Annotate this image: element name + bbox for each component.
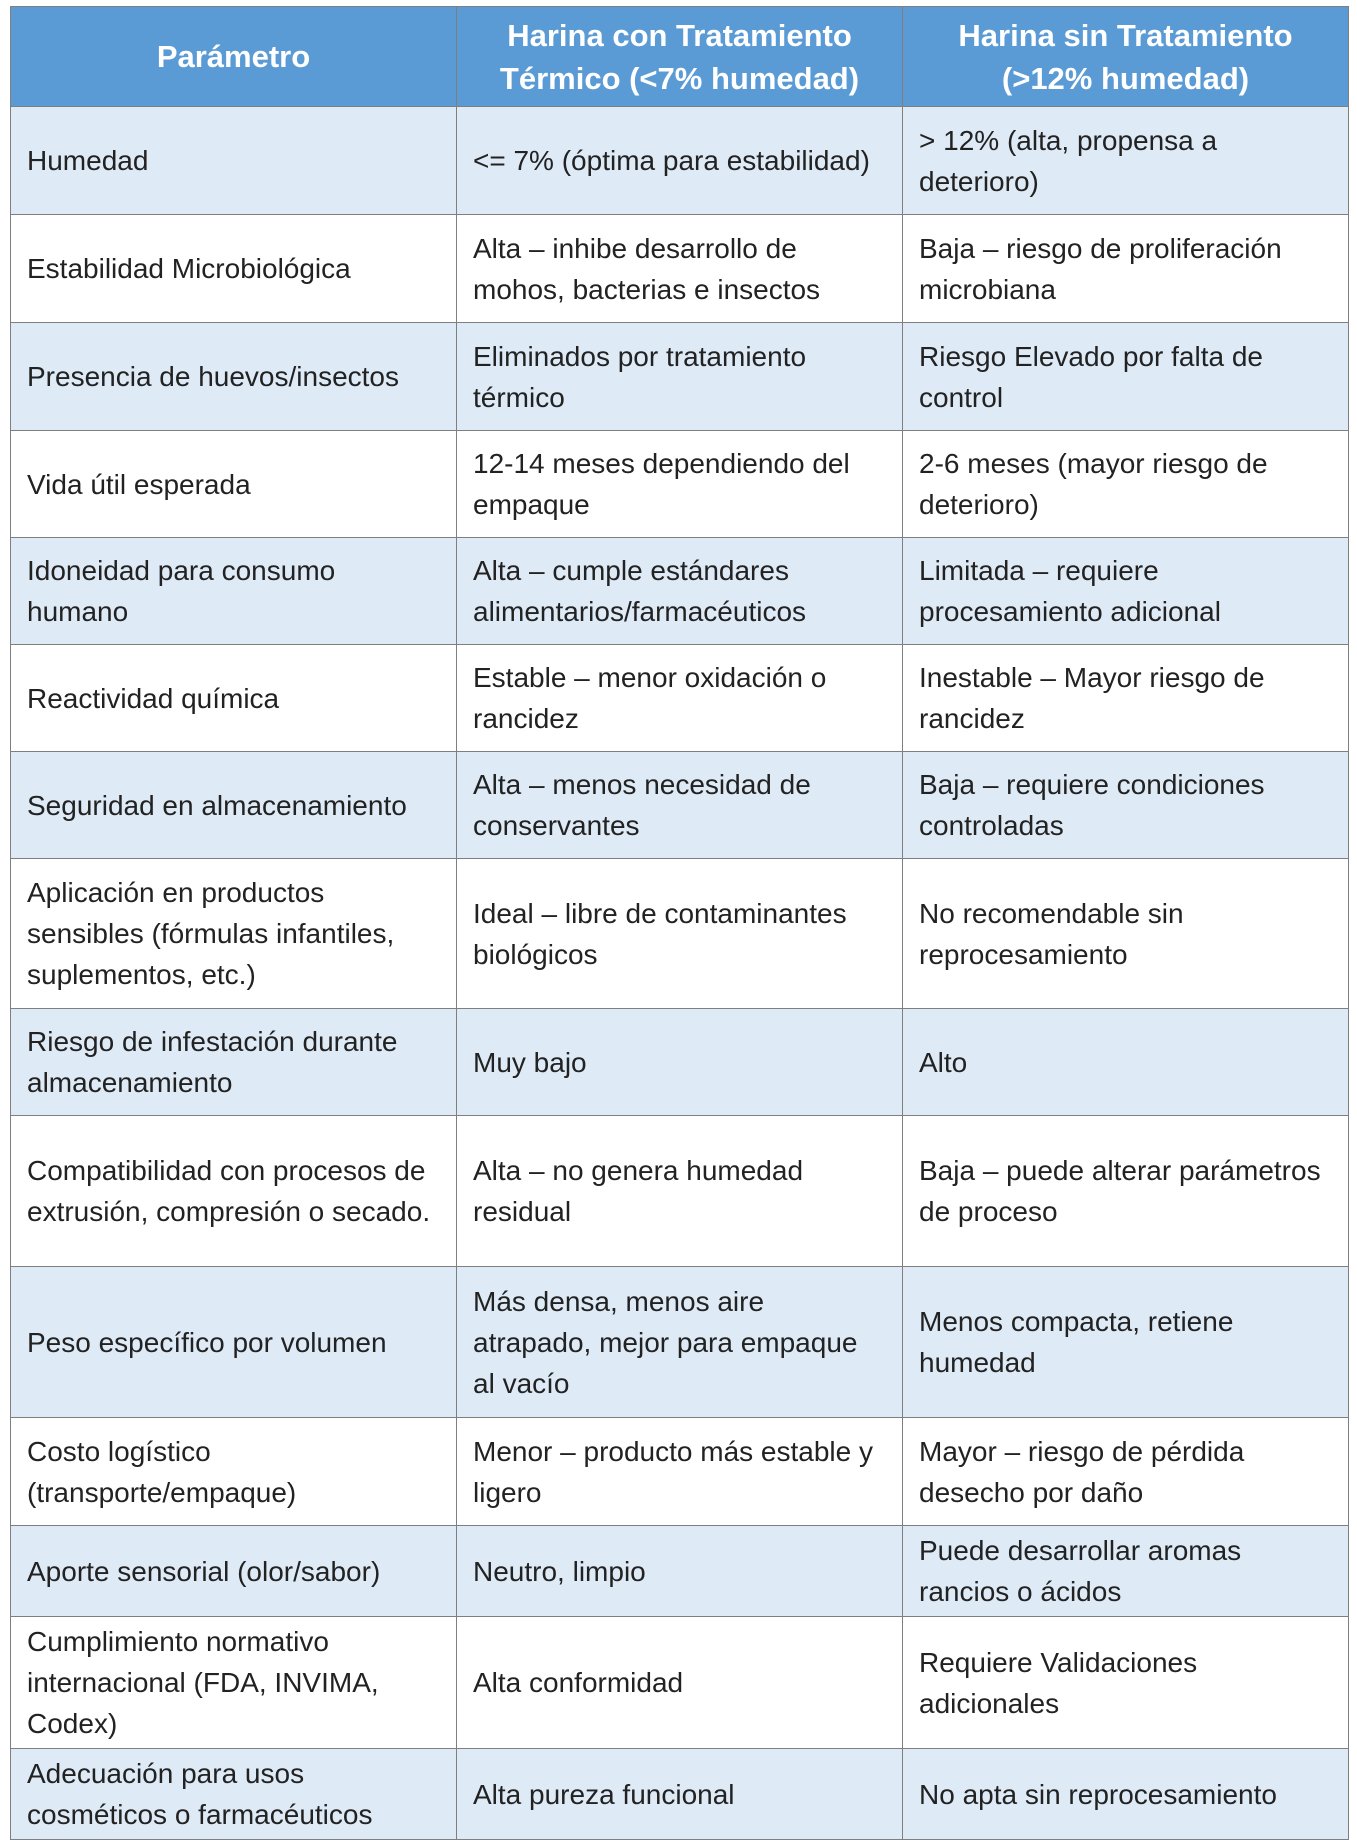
cell-parametro: Presencia de huevos/insectos (11, 323, 457, 431)
cell-sin-tratamiento: Puede desarrollar aromas rancios o ácidos (903, 1526, 1349, 1617)
cell-con-tratamiento: Muy bajo (457, 1009, 903, 1116)
cell-con-tratamiento: Menor – producto más estable y ligero (457, 1418, 903, 1526)
cell-con-tratamiento: Ideal – libre de contaminantes biológicos (457, 859, 903, 1009)
cell-parametro: Cumplimiento normativo internacional (FDA, INVIMA, Codex) (11, 1617, 457, 1749)
cell-parametro: Aplicación en productos sensibles (fórmulas infantiles, suplementos, etc.) (11, 859, 457, 1009)
cell-sin-tratamiento: Riesgo Elevado por falta de control (903, 323, 1349, 431)
cell-sin-tratamiento: Baja – puede alterar parámetros de proceso (903, 1116, 1349, 1267)
comparison-table-container (10, 6, 1348, 1840)
cell-parametro: Seguridad en almacenamiento (11, 752, 457, 859)
header-row (11, 7, 1349, 107)
cell-con-tratamiento: 12-14 meses dependiendo del empaque (457, 431, 903, 538)
cell-parametro: Aporte sensorial (olor/sabor) (11, 1526, 457, 1617)
cell-parametro: Compatibilidad con procesos de extrusión, compresión o secado. (11, 1116, 457, 1267)
table-row (11, 538, 1349, 645)
table-row (11, 645, 1349, 752)
cell-sin-tratamiento: No apta sin reprocesamiento (903, 1749, 1349, 1840)
cell-parametro: Riesgo de infestación durante almacenamiento (11, 1009, 457, 1116)
cell-con-tratamiento: Estable – menor oxidación o rancidez (457, 645, 903, 752)
table-row (11, 431, 1349, 538)
cell-con-tratamiento: Alta – no genera humedad residual (457, 1116, 903, 1267)
table-row (11, 215, 1349, 323)
cell-parametro: Adecuación para usos cosméticos o farmacéuticos (11, 1749, 457, 1840)
cell-con-tratamiento: Alta conformidad (457, 1617, 903, 1749)
cell-parametro: Idoneidad para consumo humano (11, 538, 457, 645)
table-row (11, 1526, 1349, 1617)
cell-sin-tratamiento: Inestable – Mayor riesgo de rancidez (903, 645, 1349, 752)
cell-con-tratamiento: Alta pureza funcional (457, 1749, 903, 1840)
header-parametro: Parámetro (11, 7, 457, 107)
cell-con-tratamiento: Alta – cumple estándares alimentarios/farmacéuticos (457, 538, 903, 645)
cell-parametro: Costo logístico (transporte/empaque) (11, 1418, 457, 1526)
table-row (11, 1116, 1349, 1267)
table-row (11, 1009, 1349, 1116)
cell-sin-tratamiento: Mayor – riesgo de pérdida desecho por daño (903, 1418, 1349, 1526)
table-row (11, 1749, 1349, 1840)
cell-sin-tratamiento: Menos compacta, retiene humedad (903, 1267, 1349, 1418)
cell-sin-tratamiento: Requiere Validaciones adicionales (903, 1617, 1349, 1749)
header-con-tratamiento: Harina con Tratamiento Térmico (<7% humedad) (457, 7, 903, 107)
table-row (11, 752, 1349, 859)
cell-con-tratamiento: Alta – menos necesidad de conservantes (457, 752, 903, 859)
comparison-table (10, 6, 1349, 1840)
cell-sin-tratamiento: 2-6 meses (mayor riesgo de deterioro) (903, 431, 1349, 538)
cell-parametro: Estabilidad Microbiológica (11, 215, 457, 323)
header-sin-tratamiento: Harina sin Tratamiento (>12% humedad) (903, 7, 1349, 107)
cell-parametro: Peso específico por volumen (11, 1267, 457, 1418)
table-row (11, 323, 1349, 431)
table-row (11, 107, 1349, 215)
cell-sin-tratamiento: Baja – requiere condiciones controladas (903, 752, 1349, 859)
cell-parametro: Reactividad química (11, 645, 457, 752)
cell-con-tratamiento: Neutro, limpio (457, 1526, 903, 1617)
cell-sin-tratamiento: Limitada – requiere procesamiento adicional (903, 538, 1349, 645)
table-row (11, 1617, 1349, 1749)
cell-con-tratamiento: Alta – inhibe desarrollo de mohos, bacterias e insectos (457, 215, 903, 323)
table-row (11, 1418, 1349, 1526)
table-row (11, 859, 1349, 1009)
cell-sin-tratamiento: > 12% (alta, propensa a deterioro) (903, 107, 1349, 215)
cell-sin-tratamiento: No recomendable sin reprocesamiento (903, 859, 1349, 1009)
cell-parametro: Humedad (11, 107, 457, 215)
cell-sin-tratamiento: Alto (903, 1009, 1349, 1116)
cell-sin-tratamiento: Baja – riesgo de proliferación microbiana (903, 215, 1349, 323)
cell-con-tratamiento: <= 7% (óptima para estabilidad) (457, 107, 903, 215)
cell-con-tratamiento: Eliminados por tratamiento térmico (457, 323, 903, 431)
cell-parametro: Vida útil esperada (11, 431, 457, 538)
table-row (11, 1267, 1349, 1418)
cell-con-tratamiento: Más densa, menos aire atrapado, mejor para empaque al vacío (457, 1267, 903, 1418)
